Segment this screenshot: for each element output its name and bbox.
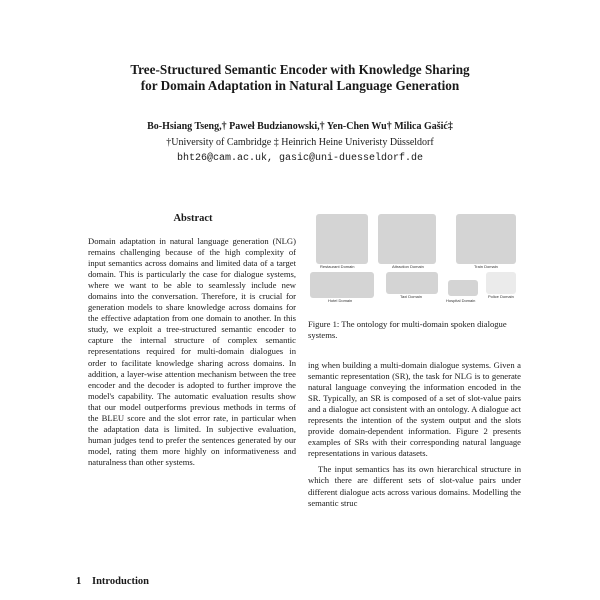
hotel-domain-label: Hotel Domain [328, 298, 353, 303]
authors: Bo-Hsiang Tseng,† Paweł Budzianowski,† Yen-Chen Wu† Milica Gašić‡ [147, 121, 453, 132]
right-paragraph-2: The input semantics has its own hierarchical structure in which there are different sets of slot-value pairs under different dialogue acts across various domains. Modelling the semantic struc [308, 464, 521, 508]
attraction-domain-label: Attraction Domain [392, 264, 424, 269]
train-domain-label: Train Domain [474, 264, 498, 269]
title-line-1: Tree-Structured Semantic Encoder with Knowledge Sharing [130, 62, 470, 77]
paper-title [0, 62, 600, 94]
introduction-heading [76, 576, 149, 587]
title-line-2: for Domain Adaptation in Natural Language Generation [140, 78, 460, 93]
hospital-domain-box [448, 280, 478, 296]
section-number: 1 [76, 576, 82, 587]
right-paragraph-1: ing when building a multi-domain dialogue systems. Given a semantic representation (SR), the task for NLG is to generate natural language conveying the information encoded in the SR. Typically, an SR is composed of a set of slot-value pairs and a dialogue act consistent with an ontology. A dialogue act represents the intention of the system output and the slots provide domain-dependent information. Figure 2 presents examples of SRs with their corresponding natural language representations in various datasets. [308, 360, 521, 459]
hospital-domain-label: Hospital Domain [446, 298, 476, 303]
attraction-domain-box [378, 214, 436, 264]
police-domain-box [486, 272, 516, 294]
restaurant-domain-box [316, 214, 368, 264]
abstract-text: Domain adaptation in natural language generation (NLG) remains challenging because of the high complexity of input semantics across domains and limited data of a target domain. This is particularly the case for dialogue systems, where we want to be able to seamlessly include new domains into the conversation. Therefore, it is crucial for generation models to share knowledge across domains for the effective adaptation from one domain to another. In this study, we exploit a tree-structured semantic encoder to capture the internal structure of complex semantic representations required for multi-domain dialogues in order to facilitate knowledge sharing across domains. In addition, a layer-wise attention mechanism between the tree encoder and the decoder is adopted to further improve the model's capability. The automatic evaluation results show that our model outperforms previous methods in terms of the BLEU score and the slot error rate, in particular when the adaptation data is limited. In subjective evaluation, human judges tend to prefer the sentences generated by our model, rating them more highly on informativeness and naturalness than other systems. [88, 236, 296, 467]
section-title: Introduction [92, 576, 149, 587]
restaurant-domain-label: Restaurant Domain [320, 264, 355, 269]
police-domain-label: Police Domain [488, 294, 514, 299]
figure-caption: Figure 1: The ontology for multi-domain spoken dialogue systems. [308, 319, 507, 340]
hotel-domain-box [310, 272, 374, 298]
ontology-figure [308, 212, 518, 308]
taxi-domain-box [386, 272, 438, 294]
taxi-domain-label: Taxi Domain [400, 294, 423, 299]
right-column-body [308, 360, 521, 509]
abstract-body [88, 236, 296, 468]
affiliation: †University of Cambridge ‡ Heinrich Heine Univeristy Düsseldorf [166, 137, 434, 148]
emails: bht26@cam.ac.uk, gasic@uni-duesseldorf.de [176, 153, 424, 164]
train-domain-box [456, 214, 516, 264]
abstract-heading: Abstract [173, 213, 213, 224]
